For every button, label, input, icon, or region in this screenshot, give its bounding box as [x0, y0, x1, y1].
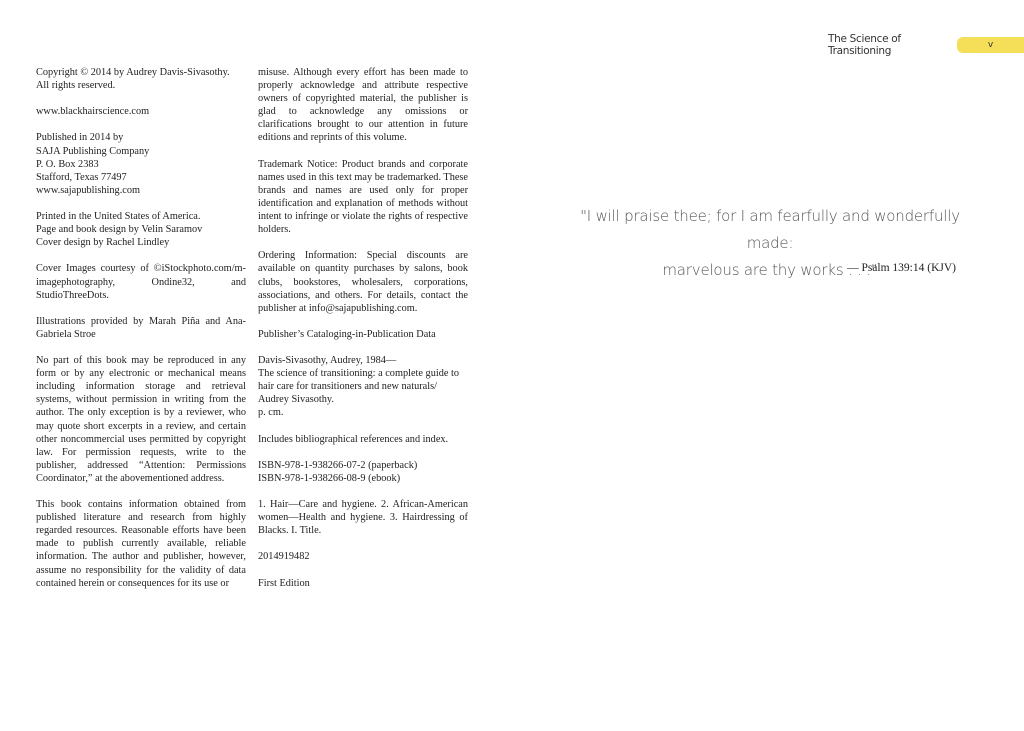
cip-entry: Davis-Sivasothy, Audrey, 1984— The science of transitioning: a complete guide to hair care for transitioners and new naturals/ Audrey Sivasothy. p. cm. — [258, 355, 460, 419]
reproduction-notice: No part of this book may be reproduced in any form or by any electronic or mechanical means including information storage and retrieval systems, without permission in writing from the author. The only exception is by a reviewer, who may quote short excerpts in a review, and certain other noncommercial uses permitted by copyright law. For permission requests, write to the publisher, addressed “Attention: Permissions Coordinator,” at the abovementioned address. — [36, 355, 246, 484]
epigraph-attribution: — Psalm 139:14 (KJV) — [847, 262, 956, 274]
subject-headings: 1. Hair—Care and hygiene. 2. African-American women—Health and hygiene. 3. Hairdressing of Blacks. I. Title. — [258, 499, 468, 537]
lccn: 2014919482 — [258, 551, 310, 563]
running-header-title: The Science of Transitioning — [828, 33, 901, 57]
isbn-list: ISBN-978-1-938266-07-2 (paperback) ISBN-978-1-938266-08-9 (ebook) — [258, 459, 418, 484]
website-link: www.blackhairscience.com — [36, 106, 150, 118]
page-number: v — [987, 40, 994, 50]
trademark-notice: Trademark Notice: Product brands and corporate names used in this text may be trademarked. These brands and names are used only for proper identification and explanation of methods without intent to infringe or violate the rights of respective holders. — [258, 158, 468, 236]
cip-index-note: Includes bibliographical references and index. — [258, 433, 449, 445]
publisher-address: Published in 2014 by SAJA Publishing Company P. O. Box 2383 Stafford, Texas 77497 www.sajapublishing.com — [36, 132, 150, 196]
disclaimer-paragraph: This book contains information obtained from published literature and research from highly regarded resources. Reasonable efforts have been made to publish currently available, reliable information. The author and publisher, however, assume no responsibility for the validity of data contained herein or consequences for its use or — [36, 499, 246, 589]
copyright-notice: Copyright © 2014 by Audrey Davis-Sivasothy. All rights reserved. — [36, 67, 230, 92]
page-number-tab — [957, 37, 1024, 53]
running-header — [800, 33, 1024, 57]
illustration-credits: Illustrations provided by Marah Piña and Ana-Gabriela Stroe — [36, 315, 246, 340]
edition: First Edition — [258, 577, 310, 589]
print-and-design-credits: Printed in the United States of America. Page and book design by Velin Saramov Cover design by Rachel Lindley — [36, 211, 203, 249]
epigraph-line-1: "I will praise thee; for I am fearfully and wonderfully made: — [580, 207, 960, 252]
ordering-information: Ordering Information: Special discounts are available on quantity purchases by salons, book clubs, bookstores, wholesalers, corporations, associations, and others. For details, contact the publisher at info@sajapublishing.com. — [258, 250, 468, 314]
cover-image-credits: Cover Images courtesy of ©iStockphoto.com/m-imagephotography, Ondine32, and StudioThreeDots. — [36, 263, 246, 301]
epigraph-line-2: marvelous are thy works . . ." — [662, 261, 878, 279]
cip-heading: Publisher’s Cataloging-in-Publication Data — [258, 328, 436, 340]
copyright-column-left — [36, 66, 246, 603]
copyright-column-middle — [258, 66, 468, 603]
disclaimer-continued: misuse. Although every effort has been made to properly acknowledge and attribute respective owners of copyrighted material, the publisher is glad to acknowledge any omissions or clarifications brought to our attention in future editions and reprints of this volume. — [258, 67, 468, 144]
